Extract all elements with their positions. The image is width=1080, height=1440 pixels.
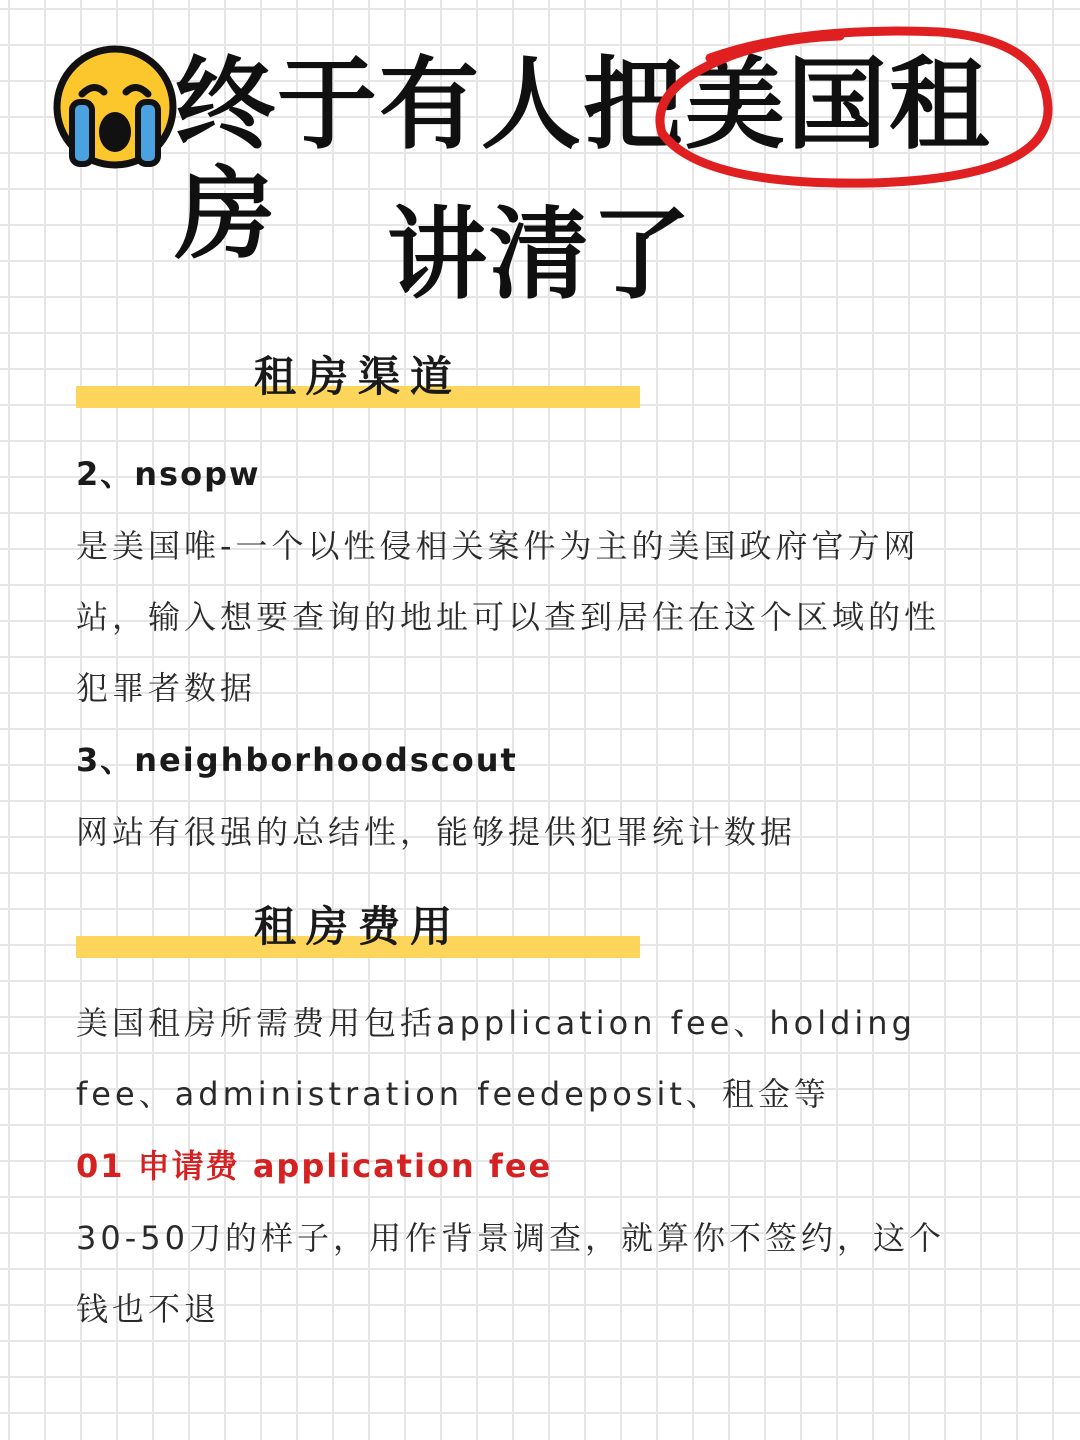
- item-text-line: 站，输入想要查询的地址可以查到居住在这个区域的性: [76, 598, 941, 636]
- fee-text-line: 钱也不退: [76, 1290, 221, 1328]
- page-title-line-2: 讲清了: [387, 196, 693, 313]
- item-title-neighborhoodscout: 3、neighborhoodscout: [76, 741, 518, 779]
- item-text-line: 犯罪者数据: [76, 669, 257, 707]
- red-hand-drawn-circle: [640, 18, 1060, 193]
- page-title-line-1: 终于有人把美国租房: [175, 46, 991, 273]
- fee-text-line: 30-50刀的样子，用作背景调查，就算你不签约，这个: [76, 1219, 945, 1257]
- section-heading-rental-fees: 租房费用: [253, 902, 462, 951]
- item-text-line: 网站有很强的总结性，能够提供犯罪统计数据: [76, 813, 797, 851]
- loudly-crying-face-emoji: [52, 44, 178, 170]
- fee-title-application: 01 申请费 application fee: [76, 1147, 553, 1185]
- fees-intro-line: fee、administration feedeposit、租金等: [76, 1075, 830, 1113]
- item-text-line: 是美国唯-一个以性侵相关案件为主的美国政府官方网: [76, 527, 920, 565]
- fees-intro-line: 美国租房所需费用包括application fee、holding: [76, 1004, 916, 1042]
- section-heading-rental-channels: 租房渠道: [253, 352, 462, 401]
- item-title-nsopw: 2、nsopw: [76, 455, 261, 493]
